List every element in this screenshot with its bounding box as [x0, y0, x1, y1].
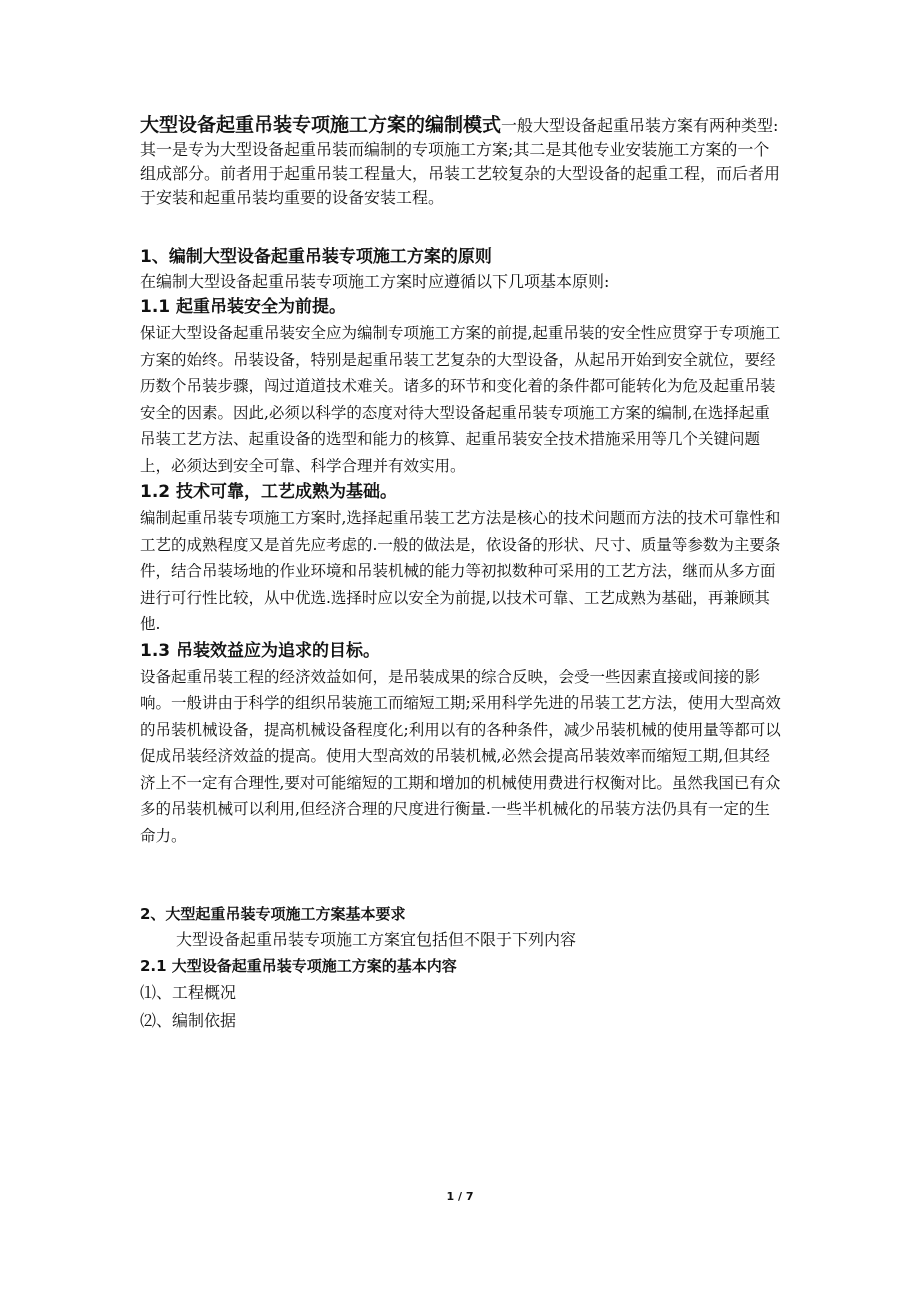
section-2-lead: 大型设备起重吊装专项施工方案宜包括但不限于下列内容 — [176, 930, 577, 949]
subsection-1-2-heading: 1.2 技术可靠，工艺成熟为基础。 — [140, 482, 398, 502]
intro-paragraph — [140, 113, 782, 210]
subsection-1-2-text: 编制起重吊装专项施工方案时,选择起重吊装工艺方法是核心的技术问题而方法的技术可靠性和工艺的成熟程度又是首先应考虑的.一般的做法是，依设备的形状、尺寸、质量等参数为主要条件，结合吊装场地的作业环境和吊装机械的能力等初拟数种可采用的工艺方法，继而从多方面进行可行性比较，从中优选.选择时应以安全为前提,以技术可靠、工艺成熟为基础，再兼顾其他. — [140, 509, 781, 633]
intro-text: 一般大型设备起重吊装方案有两种类型:其一是专为大型设备起重吊装而编制的专项施工方案;其二是其他专业安装施工方案的一个组成部分。前者用于起重吊装工程量大，吊装工艺较复杂的大型设备的起重工程，而后者用于安装和起重吊装均重要的设备安装工程。 — [140, 116, 781, 207]
section-2-heading: 2、大型起重吊装专项施工方案基本要求 — [140, 905, 406, 923]
list-item: ⑴、工程概况 — [140, 983, 237, 1002]
list-item: ⑵、编制依据 — [140, 1011, 237, 1030]
section-1-lead: 在编制大型设备起重吊装专项施工方案时应遵循以下几项基本原则: — [140, 272, 610, 291]
document-title: 大型设备起重吊装专项施工方案的编制模式 — [140, 114, 502, 136]
subsection-1-1-text: 保证大型设备起重吊装安全应为编制专项施工方案的前提,起重吊装的安全性应贯穿于专项施工方案的始终。吊装设备，特别是起重吊装工艺复杂的大型设备，从起吊开始到安全就位，要经历数个吊装步骤，闯过道道技术难关。诸多的环节和变化着的条件都可能转化为危及起重吊装安全的因素。因此,必须以科学的态度对待大型设备起重吊装专项施工方案的编制,在选择起重吊装工艺方法、起重设备的选型和能力的核算、起重吊装安全技术措施采用等几个关键问题上，必须达到安全可靠、科学合理并有效实用。 — [140, 324, 781, 475]
page-number: 1 / 7 — [446, 1190, 474, 1203]
subsection-1-3-text: 设备起重吊装工程的经济效益如何，是吊装成果的综合反映，会受一些因素直接或间接的影响。一般讲由于科学的组织吊装施工而缩短工期;采用科学先进的吊装工艺方法，使用大型高效的吊装机械设备，提高机械设备程度化;利用以有的各种条件，减少吊装机械的使用量等都可以促成吊装经济效益的提高。使用大型高效的吊装机械,必然会提高吊装效率而缩短工期,但其经济上不一定有合理性,要对可能缩短的工期和增加的机械使用费进行权衡对比。虽然我国已有众多的吊装机械可以利用,但经济合理的尺度进行衡量.一些半机械化的吊装方法仍具有一定的生命力。 — [140, 667, 781, 845]
subsection-1-3-heading: 1.3 吊装效益应为追求的目标。 — [140, 640, 381, 661]
subsection-1-1-heading: 1.1 起重吊装安全为前提。 — [140, 297, 347, 317]
section-1-heading: 1、编制大型设备起重吊装专项施工方案的原则 — [140, 247, 492, 267]
subsection-2-1-heading: 2.1 大型设备起重吊装专项施工方案的基本内容 — [140, 957, 457, 975]
